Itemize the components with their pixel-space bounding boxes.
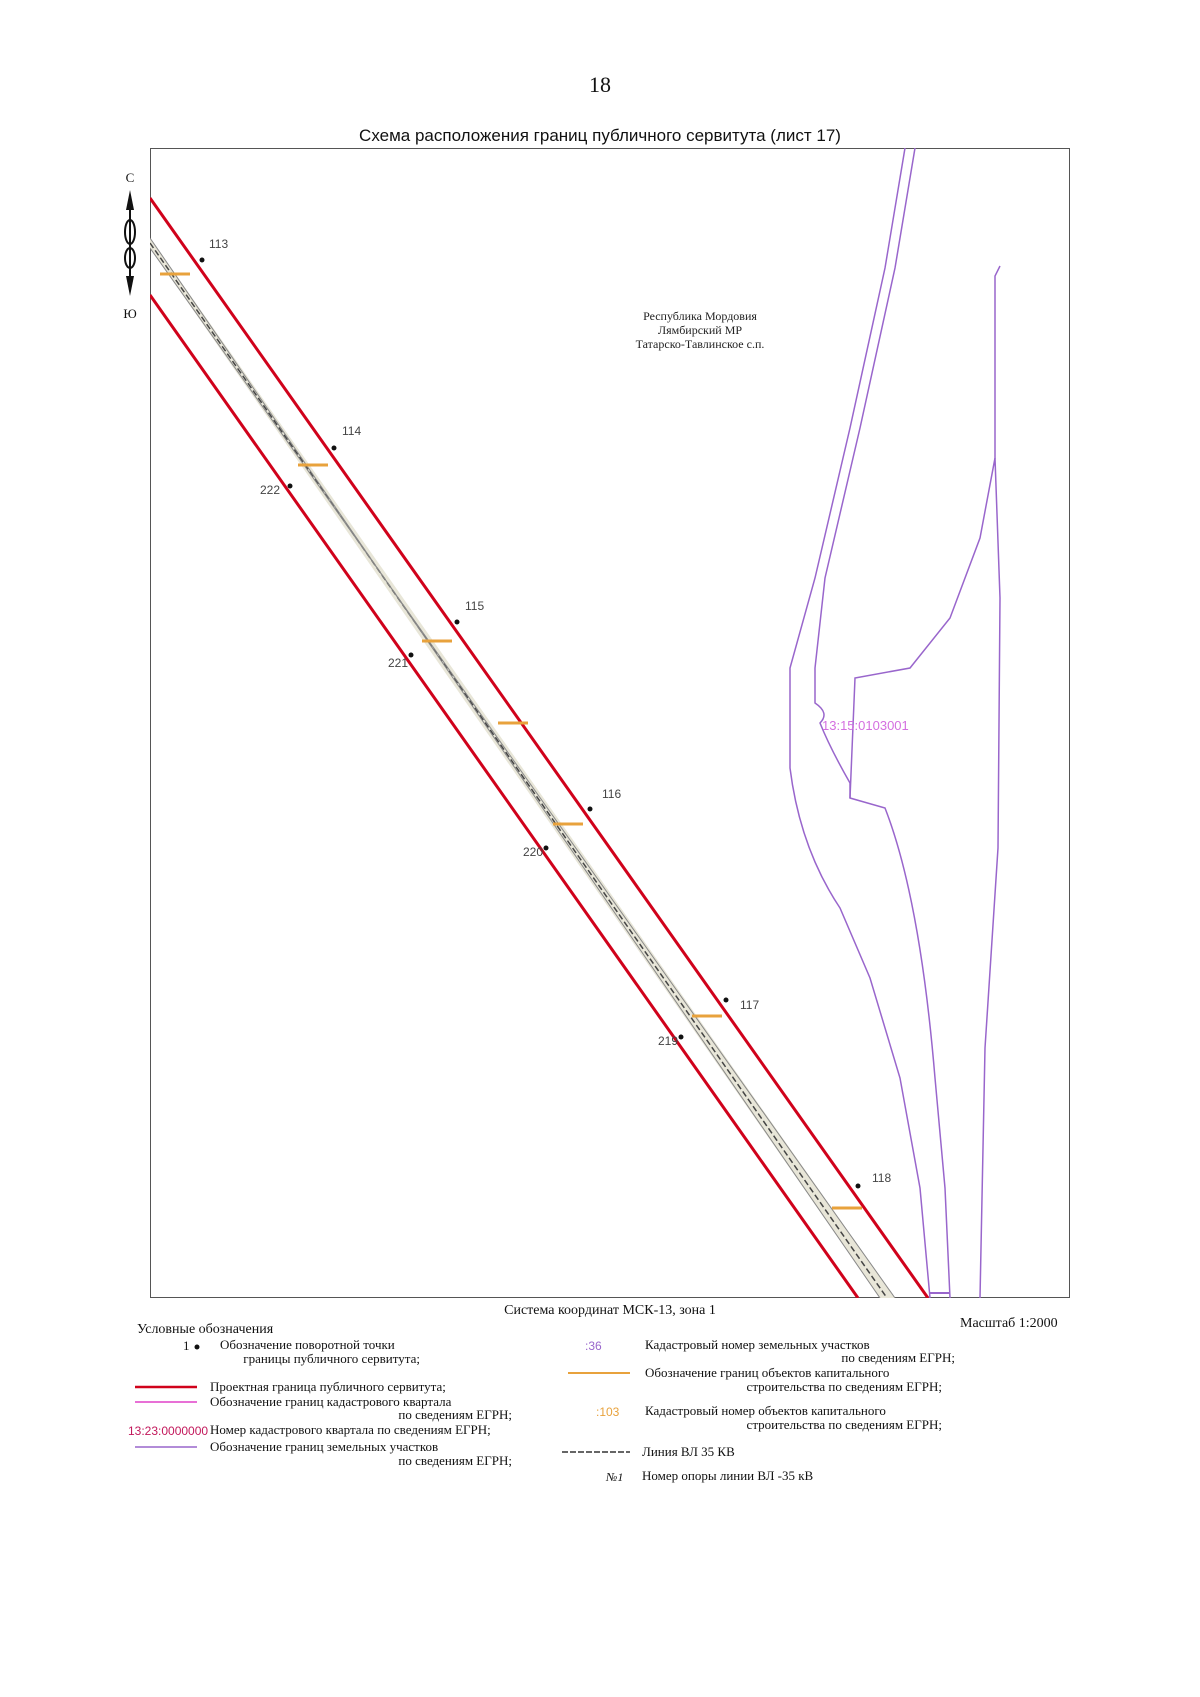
legend-parcel-desc-2: по сведениям ЕГРН; — [841, 1350, 955, 1365]
svg-text:Лямбирский МР — [658, 323, 742, 337]
red-line-symbol — [135, 1384, 197, 1390]
svg-text:13:15:0103001 — [822, 718, 909, 733]
svg-text:Ю — [123, 306, 136, 321]
legend-object-symbol: :103 — [596, 1405, 620, 1419]
svg-text:220 — [523, 845, 543, 859]
point-113-label: 113 — [209, 237, 229, 251]
compass-arrow-icon — [115, 170, 145, 330]
map-frame — [150, 148, 1070, 1298]
legend-quarter-symbol: 13:23:0000000 — [128, 1424, 209, 1438]
svg-text:221 — [388, 656, 408, 670]
svg-text:С — [126, 170, 135, 185]
point-115-label: 115 — [465, 599, 485, 613]
legend-object-desc-2: строительства по сведениям ЕГРН; — [746, 1417, 942, 1432]
power-line-symbol — [562, 1449, 630, 1455]
legend-object-desc-1: Кадастровый номер объектов капитального — [645, 1403, 886, 1418]
legend-point-desc-1: Обозначение поворотной точки — [220, 1337, 395, 1352]
svg-text:118 — [872, 1171, 891, 1185]
compass-south-label: Ю — [123, 306, 137, 321]
pink-line-symbol — [135, 1399, 197, 1405]
legend-point-desc-2: границы публичного сервитута; — [243, 1351, 420, 1366]
legend-line-desc: Линия ВЛ 35 КВ — [642, 1444, 735, 1459]
purple-line-symbol — [135, 1444, 197, 1450]
point-219-label: 219 — [658, 1034, 679, 1048]
point-117-label: 117 — [740, 998, 760, 1012]
coord-system-label: Система координат МСК-13, зона 1 — [504, 1303, 716, 1318]
svg-text:115 — [465, 599, 484, 613]
svg-text:Республика Мордовия — [643, 309, 757, 323]
quarter-number-label: 13:15:0103001 — [822, 718, 909, 733]
legend-quarter-desc: Номер кадастрового квартала по сведениям ЕГРН; — [210, 1422, 491, 1437]
legend-title: Условные обозначения — [137, 1322, 274, 1337]
point-118-label: 118 — [872, 1171, 892, 1185]
legend-parcel-symbol: :36 — [585, 1339, 602, 1353]
region-line-2: Лямбирский МР — [657, 323, 743, 337]
svg-text:219 — [658, 1034, 678, 1048]
map-title: Схема расположения границ публичного сервитута (лист 17) — [359, 126, 841, 145]
svg-text:Татарско-Тавлинское с.п. — [636, 337, 765, 351]
legend-red-desc: Проектная граница публичного сервитута; — [210, 1379, 446, 1394]
legend-pink-desc-2: по сведениям ЕГРН; — [398, 1407, 512, 1422]
legend-orange-desc-1: Обозначение границ объектов капитального — [645, 1365, 890, 1380]
legend-pole-desc: Номер опоры линии ВЛ -35 кВ — [642, 1468, 814, 1483]
legend-point-number: 1 — [183, 1338, 190, 1353]
point-222-label: 222 — [260, 483, 281, 497]
point-116-label: 116 — [602, 787, 622, 801]
legend-pole-symbol: №1 — [606, 1470, 624, 1484]
legend-purple-desc-2: по сведениям ЕГРН; — [398, 1453, 512, 1468]
turning-point-icon — [193, 1343, 201, 1351]
svg-text:113 — [209, 237, 228, 251]
compass-north-label: С — [125, 170, 135, 185]
point-220-label: 220 — [523, 845, 544, 859]
region-line-3: Татарско-Тавлинское с.п. — [635, 337, 765, 351]
page-number: 18 — [589, 72, 611, 97]
svg-text:117 — [740, 998, 759, 1012]
svg-text:116 — [602, 787, 621, 801]
legend-parcel-desc-1: Кадастровый номер земельных участков — [645, 1337, 870, 1352]
legend-orange-desc-2: строительства по сведениям ЕГРН; — [746, 1379, 942, 1394]
legend-pink-desc-1: Обозначение границ кадастрового квартала — [210, 1394, 452, 1409]
svg-text:222 — [260, 483, 280, 497]
legend-purple-desc-1: Обозначение границ земельных участков — [210, 1439, 439, 1454]
svg-text:114 — [342, 424, 361, 438]
point-114-label: 114 — [342, 424, 362, 438]
orange-line-symbol — [568, 1370, 630, 1376]
region-line-1: Республика Мордовия — [643, 309, 757, 323]
scale-label: Масштаб 1:2000 — [960, 1316, 1058, 1331]
point-221-label: 221 — [388, 656, 409, 670]
